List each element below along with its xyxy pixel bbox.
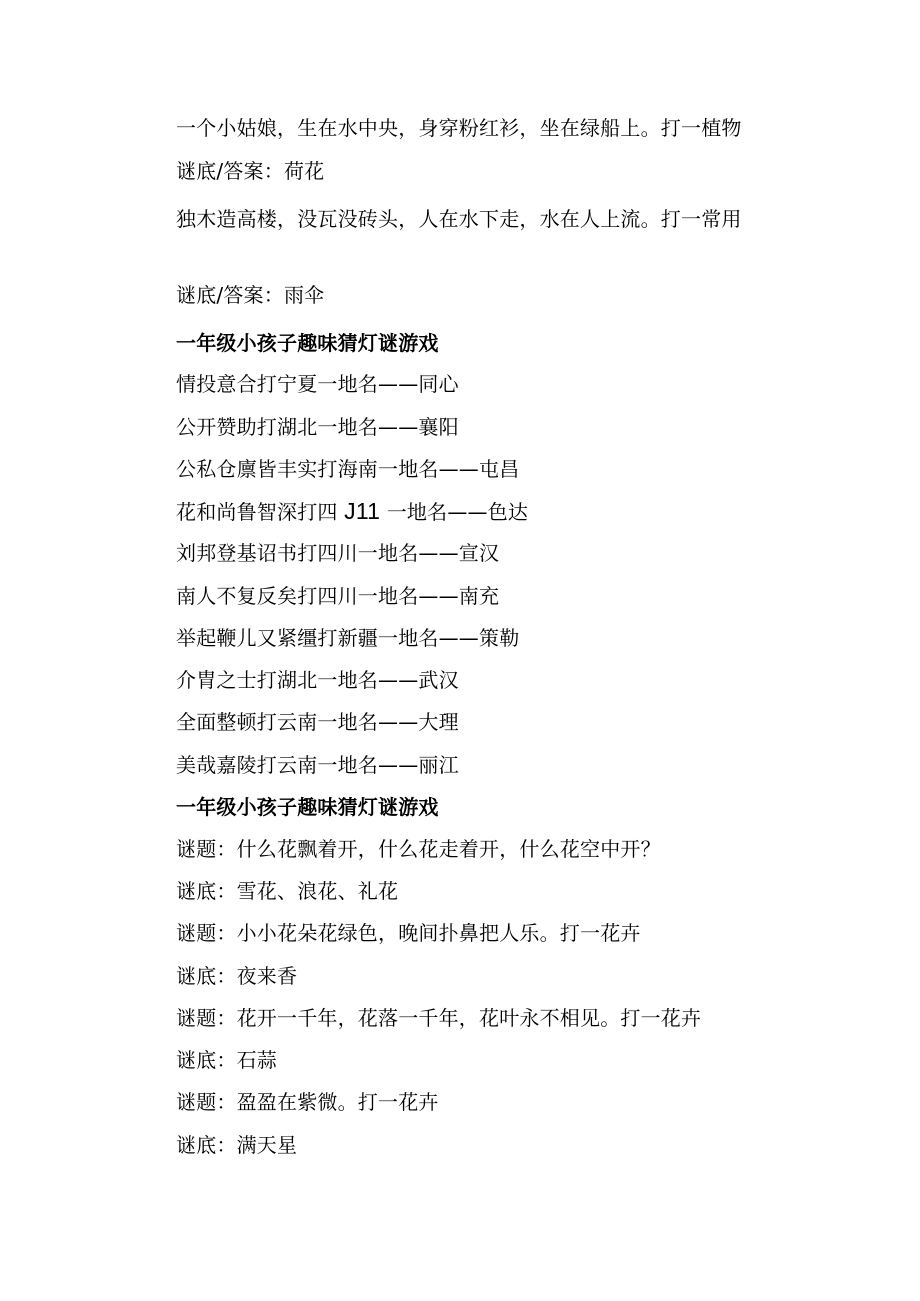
riddle-question: 一个小姑娘，生在水中央，身穿粉红衫，坐在绿船上。打一植物 <box>176 116 742 140</box>
list-item: 谜题：盈盈在紫微。打一花卉 <box>176 1090 439 1114</box>
riddle-answer: 谜底/答案：雨伞 <box>176 283 325 307</box>
list-item-text: 一地名——色达 <box>386 500 529 524</box>
list-item: 谜底：石蒜 <box>176 1048 277 1072</box>
list-item: 谜题：什么花飘着开，什么花走着开，什么花空中开？ <box>176 837 661 861</box>
list-item: 刘邦登基诏书打四川一地名——宣汉 <box>176 541 500 565</box>
section-heading: 一年级小孩子趣味猜灯谜游戏 <box>176 795 439 819</box>
list-item: 公私仓廪皆丰实打海南一地名——屯昌 <box>176 457 520 481</box>
list-item: 谜题：花开一千年，花落一千年，花叶永不相见。打一花卉 <box>176 1006 702 1030</box>
list-item: 举起鞭儿又紧缰打新疆一地名——策勒 <box>176 626 520 650</box>
list-item: 全面整顿打云南一地名——大理 <box>176 710 459 734</box>
section-heading: 一年级小孩子趣味猜灯谜游戏 <box>176 331 439 355</box>
list-item: 美哉嘉陵打云南一地名——丽江 <box>176 753 459 777</box>
list-item: 情投意合打宁夏一地名——同心 <box>176 372 459 396</box>
list-item <box>176 499 528 524</box>
list-item: 公开赞助打湖北一地名——襄阳 <box>176 415 459 439</box>
riddle-answer: 谜底/答案：荷花 <box>176 159 325 183</box>
list-item-text: 花和尚鲁智深打四 <box>176 500 338 524</box>
list-item: 谜题：小小花朵花绿色，晚间扑鼻把人乐。打一花卉 <box>176 921 641 945</box>
list-item: 谜底：雪花、浪花、礼花 <box>176 879 399 903</box>
list-item: 介胄之士打湖北一地名——武汉 <box>176 668 459 692</box>
riddle-question: 独木造高楼，没瓦没砖头，人在水下走，水在人上流。打一常用 <box>176 207 742 231</box>
list-item: 南人不复反矣打四川一地名——南充 <box>176 584 500 608</box>
list-item: 谜底：夜来香 <box>176 964 298 988</box>
list-item: 谜底：满天星 <box>176 1133 298 1157</box>
list-item-code: J11 <box>344 498 381 524</box>
